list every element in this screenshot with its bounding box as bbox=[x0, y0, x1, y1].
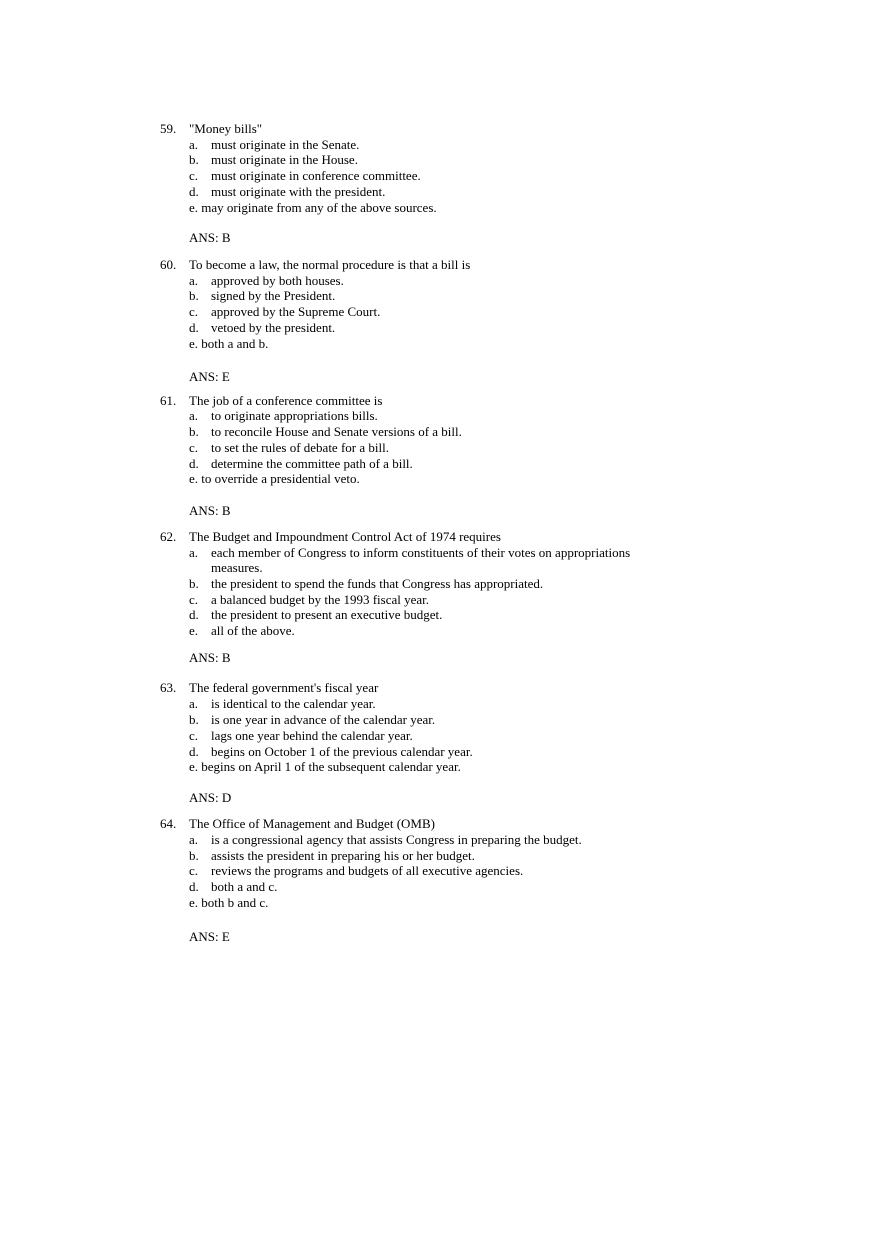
option-letter: c. bbox=[189, 168, 199, 183]
option-letter: a. bbox=[189, 273, 199, 288]
option-letter: c. bbox=[189, 592, 199, 607]
option-text: vetoed by the president. bbox=[211, 320, 336, 335]
option-text: is a congressional agency that assists Congress in preparing the budget. bbox=[211, 832, 582, 847]
option-letter: a. bbox=[189, 696, 199, 711]
question-number: 60. bbox=[160, 257, 177, 272]
question-number: 59. bbox=[160, 121, 177, 136]
option-text-continuation: measures. bbox=[211, 560, 263, 575]
option-text: to originate appropriations bills. bbox=[211, 408, 378, 423]
option-text: assists the president in preparing his or her budget. bbox=[211, 848, 475, 863]
option-letter: c. bbox=[189, 440, 199, 455]
option-letter: a. bbox=[189, 832, 199, 847]
question-stem: The Budget and Impoundment Control Act of 1974 requires bbox=[189, 529, 501, 544]
option-text: determine the committee path of a bill. bbox=[211, 456, 413, 471]
option-letter: d. bbox=[189, 456, 199, 471]
option-text: lags one year behind the calendar year. bbox=[211, 728, 413, 743]
question-stem: "Money bills" bbox=[189, 121, 263, 136]
option-letter: d. bbox=[189, 879, 199, 894]
option-e: e. both a and b. bbox=[189, 336, 269, 351]
option-text: a balanced budget by the 1993 fiscal year. bbox=[211, 592, 430, 607]
option-text: to reconcile House and Senate versions of a bill. bbox=[211, 424, 462, 439]
question-number: 64. bbox=[160, 816, 177, 831]
option-letter: b. bbox=[189, 152, 199, 167]
option-letter: b. bbox=[189, 424, 199, 439]
option-text: the president to present an executive budget. bbox=[211, 607, 443, 622]
answer-key: ANS: B bbox=[189, 230, 231, 245]
answer-key: ANS: E bbox=[189, 369, 230, 384]
option-letter: d. bbox=[189, 607, 199, 622]
option-letter: c. bbox=[189, 863, 199, 878]
answer-key: ANS: B bbox=[189, 503, 231, 518]
option-text: begins on October 1 of the previous calendar year. bbox=[211, 744, 473, 759]
answer-key: ANS: D bbox=[189, 790, 232, 805]
option-text: the president to spend the funds that Congress has appropriated. bbox=[211, 576, 544, 591]
option-letter: b. bbox=[189, 288, 199, 303]
option-text: to set the rules of debate for a bill. bbox=[211, 440, 389, 455]
option-letter: a. bbox=[189, 545, 199, 560]
option-text: each member of Congress to inform constituents of their votes on appropriations bbox=[211, 545, 631, 560]
option-text: must originate in conference committee. bbox=[211, 168, 421, 183]
option-letter: c. bbox=[189, 728, 199, 743]
option-text: must originate in the Senate. bbox=[211, 137, 360, 152]
option-text: must originate in the House. bbox=[211, 152, 358, 167]
option-text: is one year in advance of the calendar year. bbox=[211, 712, 436, 727]
option-text: both a and c. bbox=[211, 879, 278, 894]
option-letter: d. bbox=[189, 320, 199, 335]
option-letter: d. bbox=[189, 744, 199, 759]
option-letter: e. bbox=[189, 623, 199, 638]
question-number: 62. bbox=[160, 529, 177, 544]
option-letter: a. bbox=[189, 137, 199, 152]
option-e: e. both b and c. bbox=[189, 895, 269, 910]
question-number: 63. bbox=[160, 680, 177, 695]
option-e: e. to override a presidential veto. bbox=[189, 471, 360, 486]
option-text: must originate with the president. bbox=[211, 184, 386, 199]
option-letter: a. bbox=[189, 408, 199, 423]
option-letter: c. bbox=[189, 304, 199, 319]
question-stem: The Office of Management and Budget (OMB) bbox=[189, 816, 435, 831]
answer-key: ANS: E bbox=[189, 929, 230, 944]
option-text: is identical to the calendar year. bbox=[211, 696, 376, 711]
option-e: e. begins on April 1 of the subsequent calendar year. bbox=[189, 759, 461, 774]
option-text: approved by the Supreme Court. bbox=[211, 304, 381, 319]
option-e: e. may originate from any of the above sources. bbox=[189, 200, 437, 215]
question-stem: The federal government's fiscal year bbox=[189, 680, 379, 695]
answer-key: ANS: B bbox=[189, 650, 231, 665]
option-text: approved by both houses. bbox=[211, 273, 344, 288]
option-text: all of the above. bbox=[211, 623, 295, 638]
option-letter: b. bbox=[189, 848, 199, 863]
question-number: 61. bbox=[160, 393, 177, 408]
option-letter: d. bbox=[189, 184, 199, 199]
option-text: reviews the programs and budgets of all executive agencies. bbox=[211, 863, 524, 878]
option-letter: b. bbox=[189, 712, 199, 727]
question-stem: The job of a conference committee is bbox=[189, 393, 383, 408]
question-stem: To become a law, the normal procedure is that a bill is bbox=[189, 257, 471, 272]
option-letter: b. bbox=[189, 576, 199, 591]
option-text: signed by the President. bbox=[211, 288, 336, 303]
